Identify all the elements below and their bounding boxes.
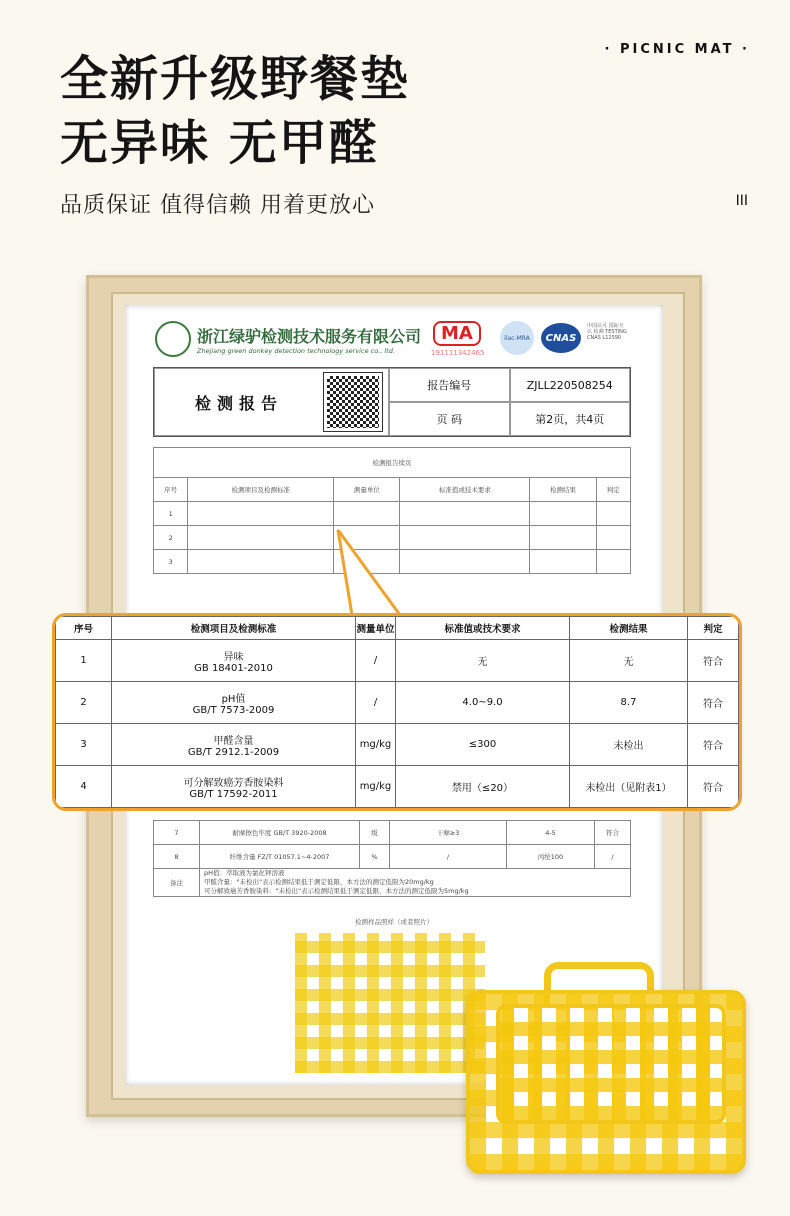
notes: pH值：萃取液为氯化钾溶液 甲醛含量："未检出"表示检测结果低于测定低限，本方法的测定低限为20mg/kg 可分解致癌芳香胺染料："未检出"表示检测结果低于测定低限，本方法的测定低限为5mg/kg bbox=[200, 869, 631, 897]
table-row: 1 异味 GB 18401-2010 / 无 无 符合 bbox=[56, 640, 739, 682]
table-row: 3 甲醛含量 GB/T 2912.1-2009 mg/kg ≤300 未检出 符合 bbox=[56, 724, 739, 766]
headline-1: 全新升级野餐垫 bbox=[60, 51, 411, 107]
picnic-mat-product-image bbox=[466, 962, 748, 1176]
table-row: 2 pH值 GB/T 7573-2009 / 4.0~9.0 8.7 符合 bbox=[56, 682, 739, 724]
brand-label: · PICNIC MAT · bbox=[604, 42, 750, 57]
magnified-results-table bbox=[52, 613, 742, 811]
report-title: 检测报告 bbox=[195, 393, 284, 413]
continued-caption: 检测报告续页 bbox=[154, 448, 631, 478]
section-number: III bbox=[735, 193, 748, 209]
company-name-en: Zhejiang green donkey detection technology service co., ltd. bbox=[197, 346, 395, 355]
report-no-label: 报告编号 bbox=[389, 368, 510, 402]
company-name: 浙江绿驴检测技术服务有限公司 bbox=[197, 326, 422, 346]
ma-number: 191111342465 bbox=[431, 349, 485, 357]
qr-code-icon bbox=[324, 373, 382, 431]
page-value: 第2页，共4页 bbox=[510, 402, 631, 436]
sample-caption: 检测样品照样（或者照片） bbox=[355, 918, 433, 926]
cnas-text: 中国认可 国际互认 检测 TESTING CNAS L12590 bbox=[587, 323, 627, 341]
headline-2: 无异味 无甲醛 bbox=[60, 115, 379, 171]
cnas-logo: CNAS bbox=[541, 323, 581, 353]
report-table-top: 检测报告续页 序号 检测项目及检测标准 测量单位 标准值或技术要求 检测结果 判定 1 2 3 bbox=[153, 447, 631, 574]
table-header: 序号 检测项目及检测标准 测量单位 标准值或技术要求 检测结果 判定 bbox=[56, 617, 739, 640]
sample-photo bbox=[295, 933, 485, 1073]
company-header bbox=[155, 321, 421, 357]
ilac-logo: ilac-MRA bbox=[500, 321, 534, 355]
report-no-value: ZJLL220508254 bbox=[510, 368, 631, 402]
note-label: 备注 bbox=[154, 869, 200, 897]
subtitle: 品质保证 值得信赖 用着更放心 bbox=[60, 193, 375, 218]
report-header-table bbox=[153, 367, 631, 437]
report-table-bottom: 7 耐摩擦色牢度 GB/T 3920-2008 级 干摩≥3 4-5 符合 8 纤维含量 FZ/T 01057.1~4-2007 % / 丙纶100 / 备注 pH值：萃取液为氯化钾溶液 甲醛含量："未检出"表示检测结果低于测定低限，本方法的测定低限为20mg/kg 可分解致癌芳香胺染料："未检出"表示检测结果低于测定低限，本方法的测定低限为5mg/kg bbox=[153, 820, 631, 897]
table-row: 4 可分解致癌芳香胺染料 GB/T 17592-2011 mg/kg 禁用（≤20） 未检出（见附表1） 符合 bbox=[56, 766, 739, 808]
page-label: 页 码 bbox=[389, 402, 510, 436]
ma-seal: MA bbox=[433, 321, 481, 346]
donkey-logo-icon bbox=[155, 321, 191, 357]
